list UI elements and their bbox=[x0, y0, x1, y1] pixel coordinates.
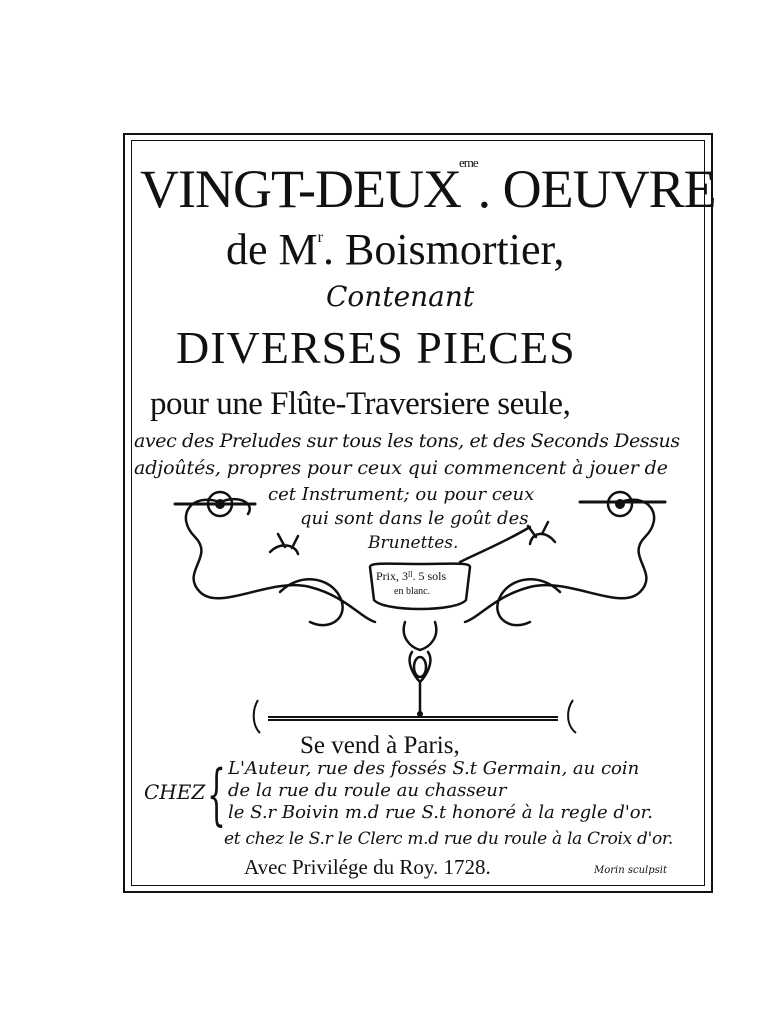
ornamental-rule bbox=[248, 695, 588, 735]
price-prefix: Prix, 3 bbox=[376, 569, 409, 583]
ornamental-cartouche bbox=[160, 482, 680, 722]
title-line-2 bbox=[226, 225, 565, 274]
address-line-1: L'Auteur, rue des fossés S.t Germain, au coin bbox=[228, 758, 640, 779]
title-pour-une-flute: pour une Flûte-Traversiere seule, bbox=[150, 386, 571, 422]
title-line2-superscript: r bbox=[317, 229, 323, 246]
price-superscript: ll bbox=[408, 569, 413, 579]
title-boismortier: . Boismortier, bbox=[322, 225, 565, 274]
chez-label: CHEZ bbox=[144, 780, 206, 804]
subtitle-line-1: avec des Preludes sur tous les tons, et des Seconds Dessus bbox=[134, 430, 680, 452]
sale-location: Se vend à Paris, bbox=[300, 732, 460, 759]
subtitle-line-4: qui sont dans le goût des bbox=[300, 508, 529, 529]
subtitle-line-2: adjoûtés, propres pour ceux qui commencent à jouer de bbox=[134, 457, 668, 479]
title-diverses-pieces: DIVERSES PIECES bbox=[176, 322, 576, 373]
price-suffix: . 5 sols bbox=[412, 569, 447, 583]
address-brace: { bbox=[207, 756, 226, 833]
address-line-3: le S.r Boivin m.d rue S.t honoré à la regle d'or. bbox=[228, 802, 653, 823]
price-line-2: en blanc. bbox=[394, 586, 431, 597]
engraver-signature: Morin sculpsit bbox=[594, 865, 667, 876]
price-line-1 bbox=[376, 570, 446, 582]
title-de-m: de M bbox=[226, 225, 318, 274]
title-line-1 bbox=[140, 155, 716, 219]
address-line-2: de la rue du roule au chasseur bbox=[228, 780, 507, 801]
subtitle-line-3: cet Instrument; ou pour ceux bbox=[268, 484, 535, 505]
title-vingt-deux: VINGT-DEUX bbox=[140, 159, 461, 219]
address-line-4: et chez le S.r le Clerc m.d rue du roule à la Croix d'or. bbox=[224, 829, 673, 849]
title-contenant: Contenant bbox=[326, 280, 475, 313]
title-line1-superscript: eme bbox=[458, 155, 478, 170]
title-oeuvre: . OEUVRE bbox=[477, 159, 716, 219]
privilege-line: Avec Privilége du Roy. 1728. bbox=[244, 855, 491, 879]
subtitle-line-5: Brunettes. bbox=[368, 533, 459, 553]
